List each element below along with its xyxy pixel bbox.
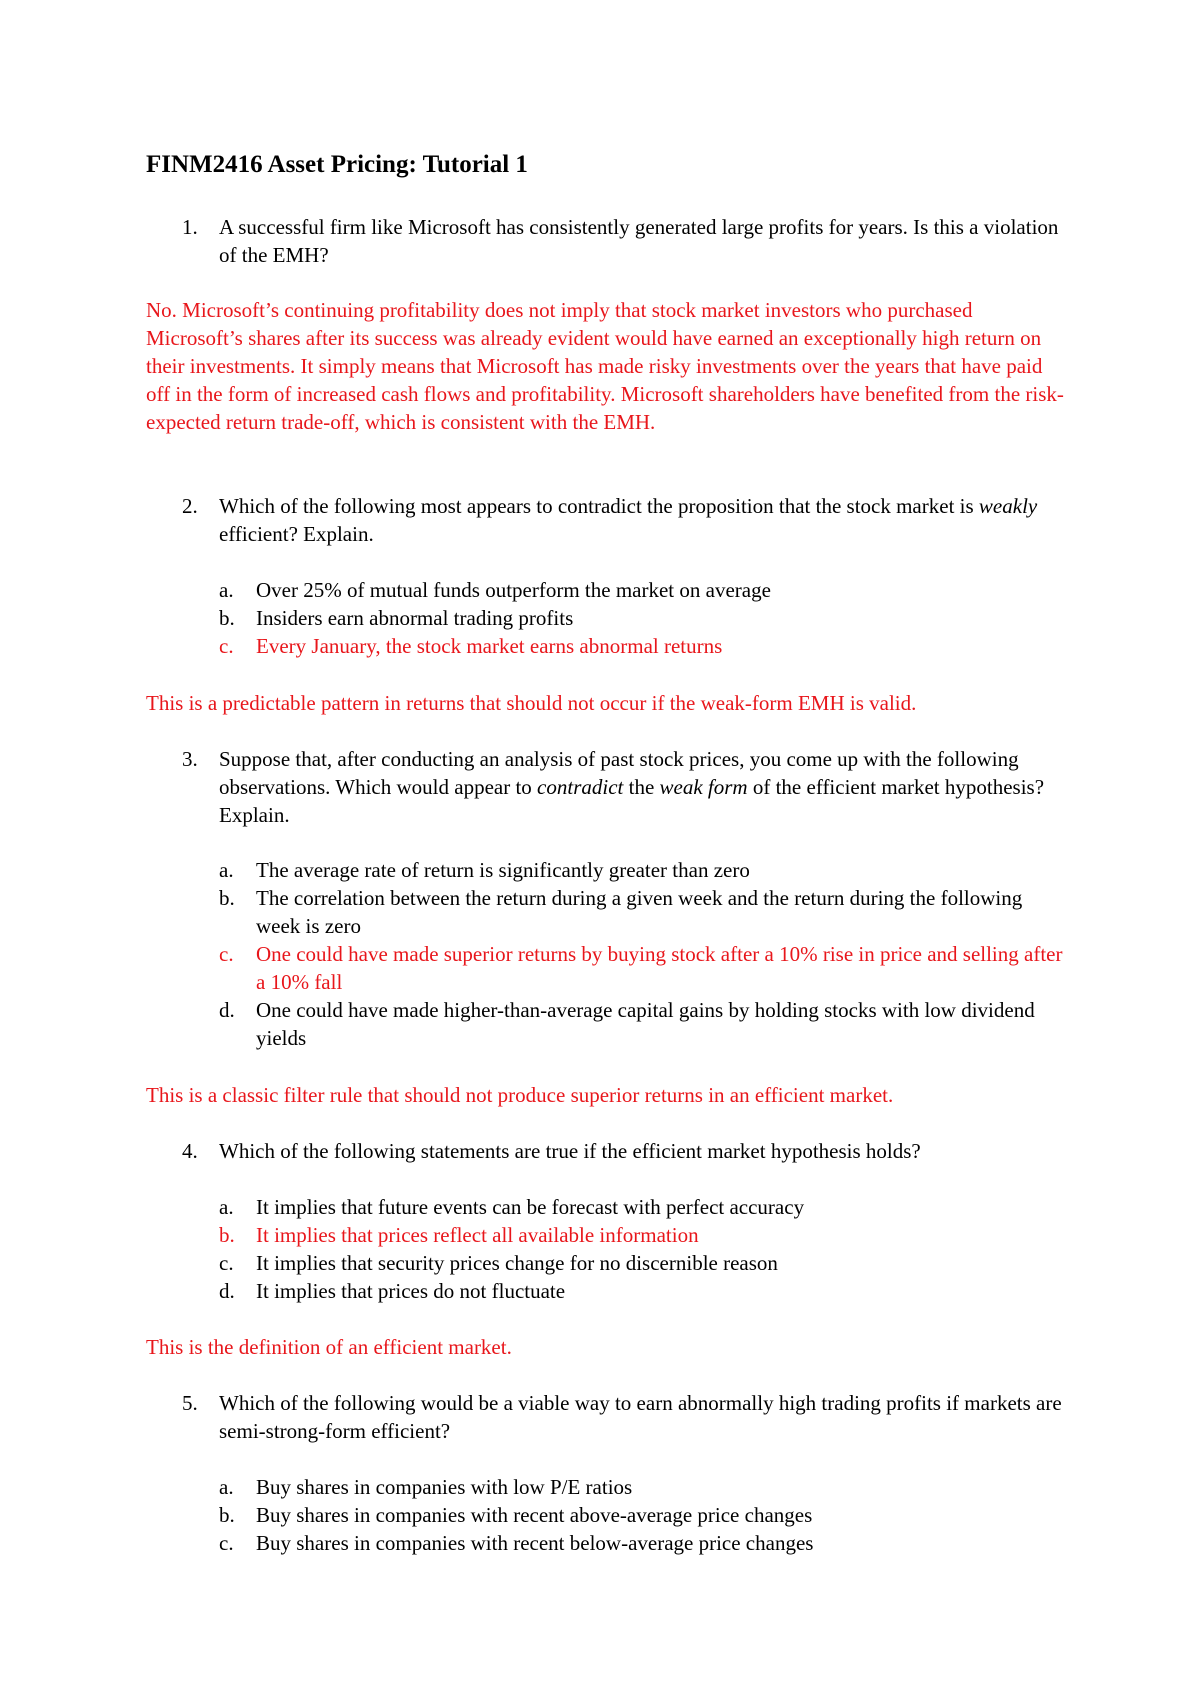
option-text: The correlation between the return during a given week and the return during the following week is zero: [256, 886, 1023, 938]
option-letter: c.: [219, 1251, 234, 1275]
option-letter: a.: [219, 1475, 234, 1499]
option-5a: [219, 1473, 1069, 1501]
question-text-part: Which of the following most appears to contradict the proposition that the stock market is: [219, 494, 979, 518]
question-number: 1.: [182, 215, 198, 239]
question-text: Which of the following would be a viable way to earn abnormally high trading profits if markets are semi-strong-form efficient?: [219, 1391, 1062, 1443]
option-letter: b.: [219, 606, 235, 630]
option-text: Buy shares in companies with recent below-average price changes: [256, 1531, 814, 1555]
question-text-emphasis: weakly: [978, 494, 1038, 518]
option-3d: [219, 996, 1069, 1052]
question-1: [182, 213, 1062, 269]
question-number: 2.: [182, 494, 198, 518]
option-text: The average rate of return is significantly greater than zero: [256, 858, 750, 882]
question-5: [182, 1389, 1062, 1445]
option-letter: c.: [219, 634, 234, 658]
question-text: [219, 492, 1062, 548]
option-4a: [219, 1193, 1069, 1221]
question-number: 4.: [182, 1139, 198, 1163]
question-3: [182, 745, 1062, 829]
option-letter: d.: [219, 998, 235, 1022]
option-text: One could have made superior returns by buying stock after a 10% rise in price and selling after a 10% fall: [256, 942, 1063, 994]
answer-1: No. Microsoft’s continuing profitability does not imply that stock market investors who purchased Microsoft’s shares after its success was already evident would have earned an exceptionally high return on their investments. It simply means that Microsoft has made risky investments over the years that have paid off in the form of increased cash flows and profitability. Microsoft shareholders have benefited from the risk-expected return trade-off, which is consistent with the EMH.: [146, 298, 1064, 434]
option-text: Every January, the stock market earns abnormal returns: [256, 634, 723, 658]
option-letter: c.: [219, 1531, 234, 1555]
option-letter: c.: [219, 942, 234, 966]
option-2a: [219, 576, 1069, 604]
option-3a: [219, 856, 1069, 884]
option-text: Over 25% of mutual funds outperform the market on average: [256, 578, 771, 602]
question-number: 3.: [182, 747, 198, 771]
answer-3: This is a classic filter rule that should not produce superior returns in an efficient market.: [146, 1083, 894, 1107]
question-text-part: Suppose that, after conducting an analysis of past stock prices, you come up with the following observations. Which would appear to: [219, 747, 1019, 799]
answer-4: This is the definition of an efficient market.: [146, 1335, 512, 1359]
question-text: Which of the following statements are true if the efficient market hypothesis holds?: [219, 1139, 921, 1163]
option-text: Insiders earn abnormal trading profits: [256, 606, 574, 630]
option-4c: [219, 1249, 1069, 1277]
question-text-part: efficient? Explain.: [219, 522, 374, 546]
option-letter: d.: [219, 1279, 235, 1303]
option-2b: [219, 604, 1069, 632]
option-4b: [219, 1221, 1069, 1249]
option-letter: a.: [219, 578, 234, 602]
option-5b: [219, 1501, 1069, 1529]
document-title: FINM2416 Asset Pricing: Tutorial 1: [146, 151, 528, 178]
question-4: [182, 1137, 1062, 1165]
question-2: [182, 492, 1062, 548]
answer-2: This is a predictable pattern in returns that should not occur if the weak-form EMH is valid.: [146, 691, 917, 715]
option-text: Buy shares in companies with recent above-average price changes: [256, 1503, 813, 1527]
option-letter: a.: [219, 1195, 234, 1219]
option-text: Buy shares in companies with low P/E ratios: [256, 1475, 633, 1499]
option-text: One could have made higher-than-average capital gains by holding stocks with low dividend yields: [256, 998, 1035, 1050]
option-text: It implies that prices reflect all available information: [256, 1223, 699, 1247]
option-letter: b.: [219, 1223, 235, 1247]
question-text: [219, 745, 1062, 829]
option-2c: [219, 632, 1069, 660]
option-text: It implies that security prices change for no discernible reason: [256, 1251, 778, 1275]
question-text-part: the: [623, 775, 660, 799]
option-letter: b.: [219, 886, 235, 910]
question-text: A successful firm like Microsoft has consistently generated large profits for years. Is this a violation of the EMH?: [219, 215, 1059, 267]
option-3c: [219, 940, 1069, 996]
question-text-part: of the efficient market hypothesis? Explain.: [219, 775, 1045, 827]
option-text: It implies that future events can be forecast with perfect accuracy: [256, 1195, 805, 1219]
option-text: It implies that prices do not fluctuate: [256, 1279, 566, 1303]
option-5c: [219, 1529, 1069, 1557]
question-number: 5.: [182, 1391, 198, 1415]
option-3b: [219, 884, 1069, 940]
option-4d: [219, 1277, 1069, 1305]
option-letter: b.: [219, 1503, 235, 1527]
option-letter: a.: [219, 858, 234, 882]
question-text-emphasis: weak form: [659, 775, 748, 799]
question-text-emphasis: contradict: [537, 775, 624, 799]
